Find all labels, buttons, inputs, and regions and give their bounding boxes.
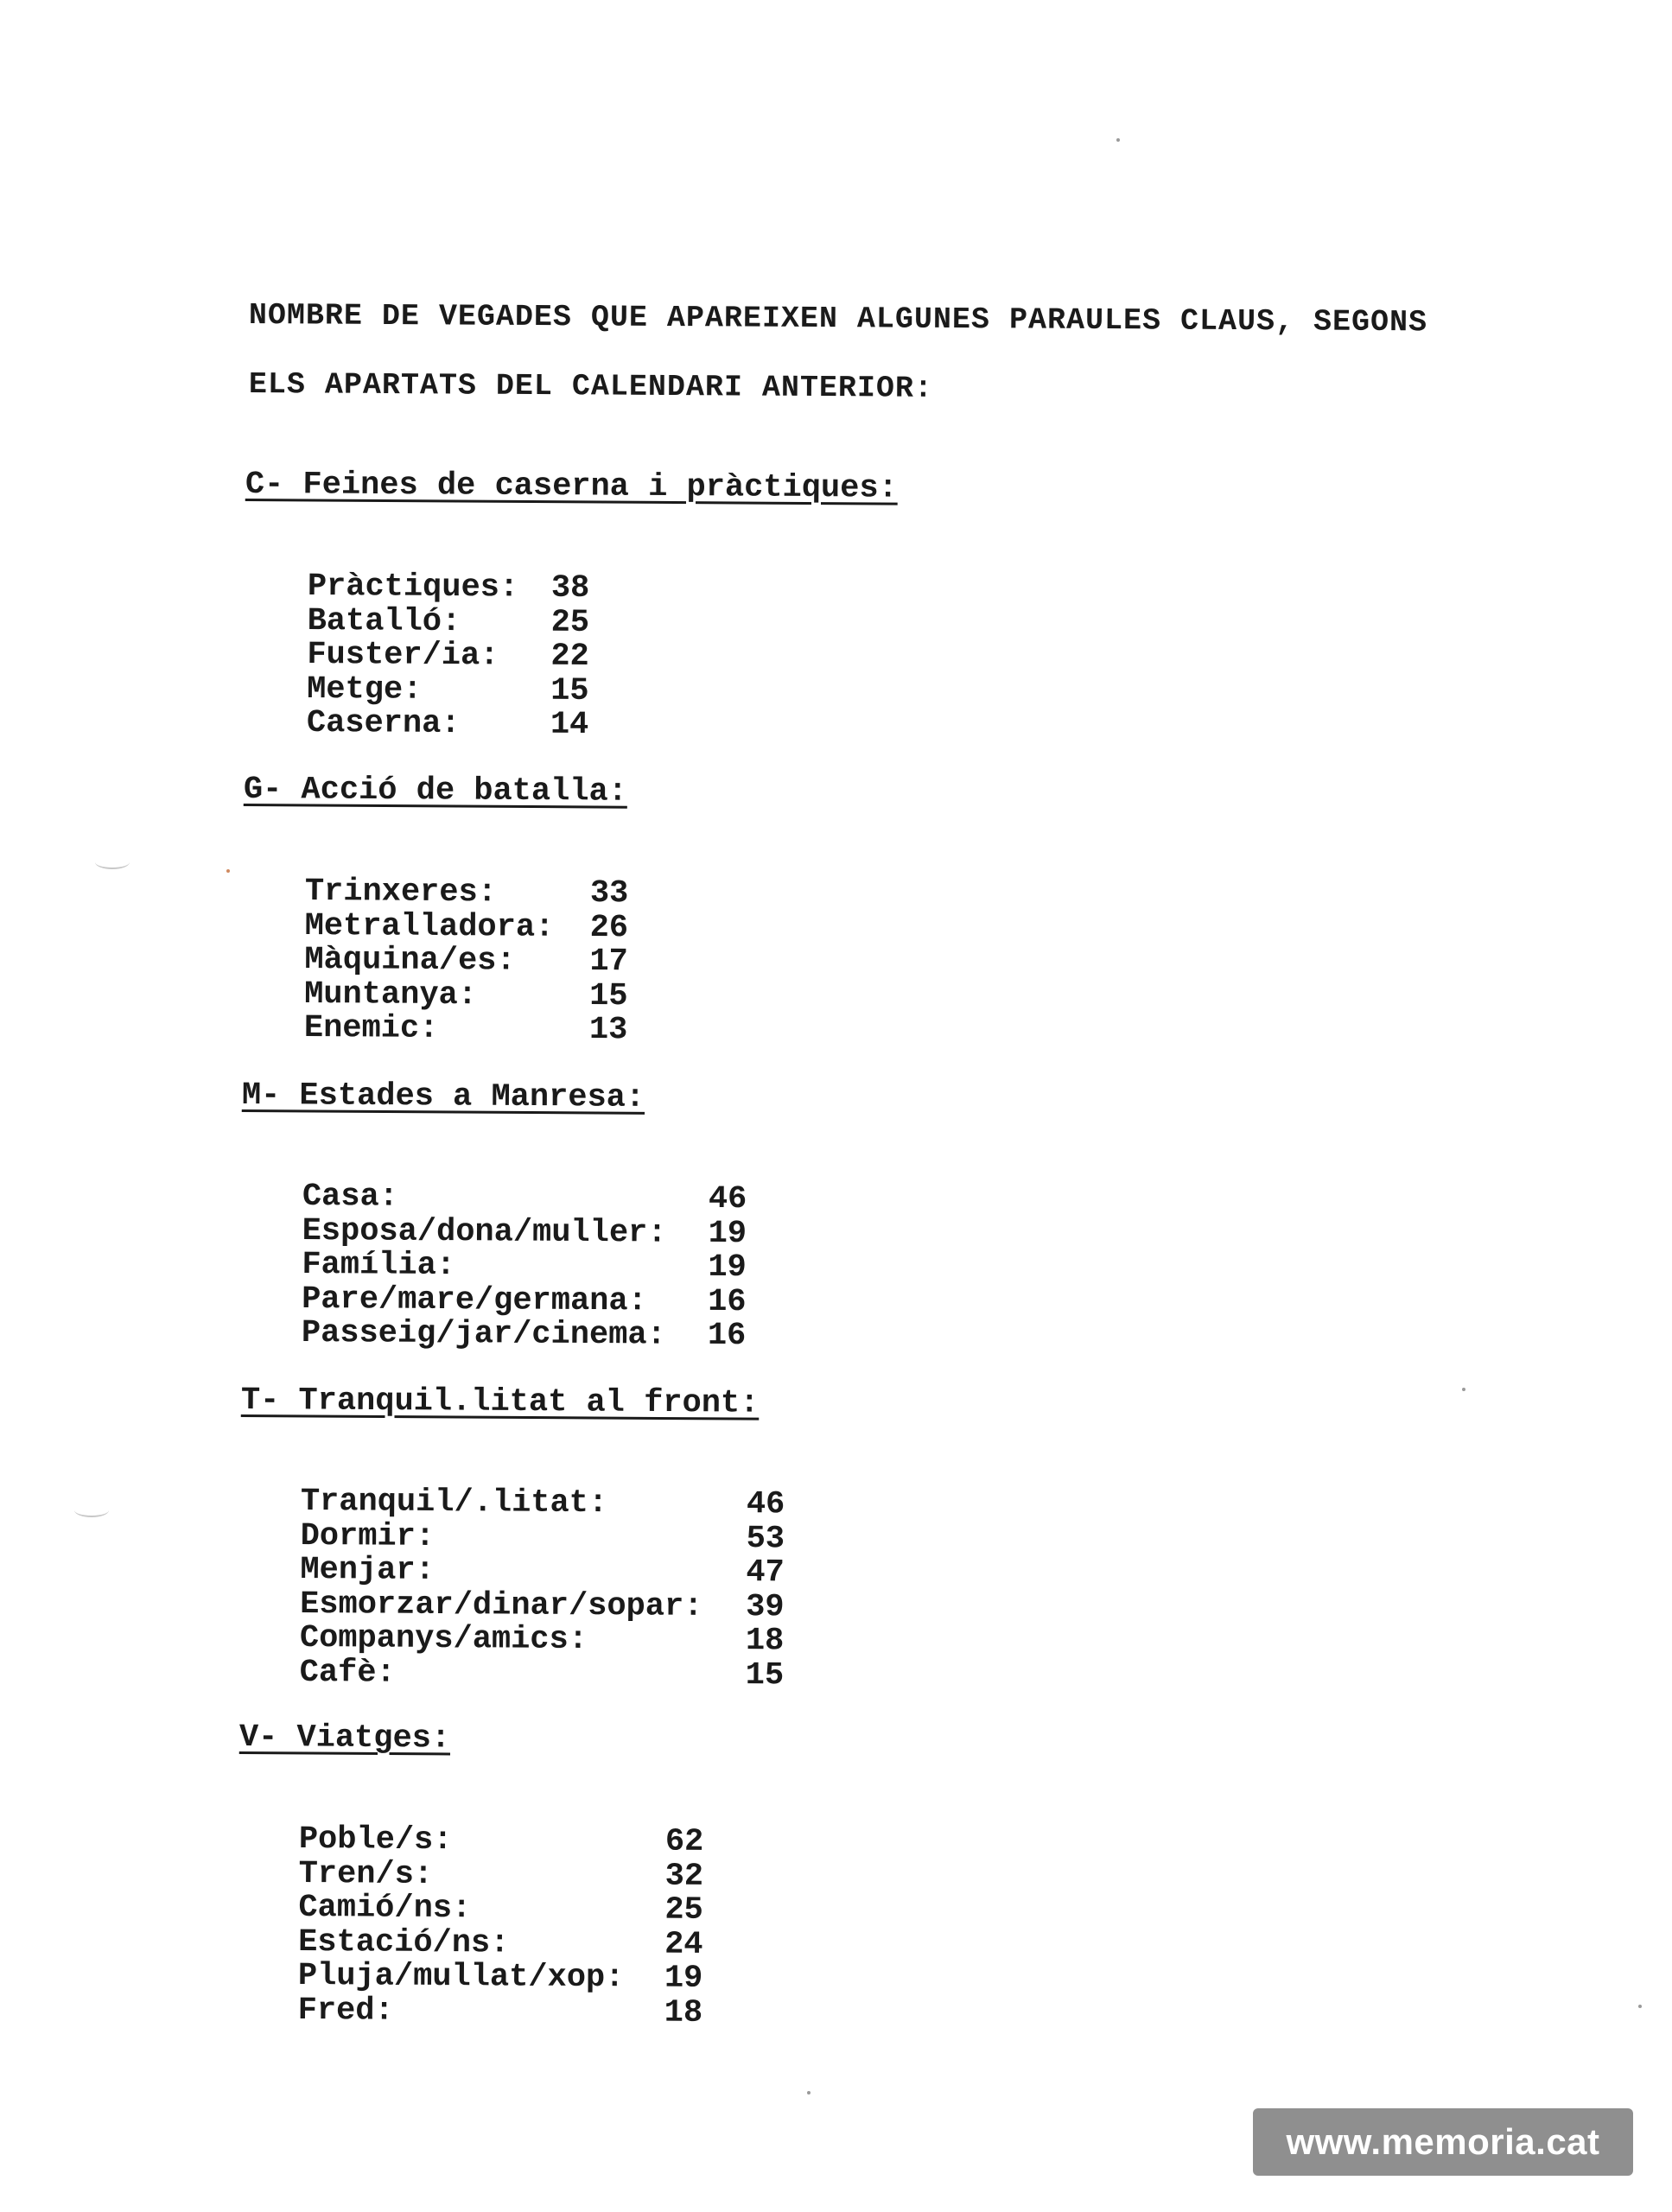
section-title-v: V- Viatges:: [238, 1719, 451, 1758]
list-item: [300, 1656, 785, 1693]
list-item: [297, 1957, 703, 1997]
list-item: [304, 977, 628, 1014]
list-item: [307, 636, 589, 675]
entry-term: Tranquil/.litat:: [300, 1484, 608, 1522]
entry-term: Casa:: [302, 1179, 399, 1216]
list-item: [298, 1993, 703, 2030]
entry-count: 19: [708, 1215, 747, 1252]
list-item: [298, 1925, 703, 1961]
list-item: [303, 1009, 628, 1049]
section-title-m: M- Estades a Manresa:: [241, 1077, 645, 1116]
entry-term: Fred:: [297, 1992, 394, 2030]
entry-term: Passeig/jar/cinema:: [301, 1314, 666, 1354]
entry-term: Caserna:: [306, 704, 461, 743]
entry-term: Pluja/mullat/xop:: [297, 1957, 625, 1997]
list-item: [307, 672, 589, 708]
watermark-badge: [1253, 2108, 1633, 2176]
watermark-text: www.memoria.cat: [1286, 2121, 1600, 2162]
entry-count: 19: [664, 1960, 703, 1997]
entry-term: Pràctiques:: [307, 569, 519, 607]
entry-term: Família:: [302, 1246, 456, 1285]
entry-term: Companys/amics:: [299, 1619, 588, 1659]
entry-term: Enemic:: [303, 1009, 439, 1047]
scan-artifact: [74, 1503, 109, 1517]
entry-count: 25: [664, 1891, 703, 1929]
list-item: [299, 1619, 785, 1660]
entry-count: 26: [589, 909, 629, 946]
entry-count: 53: [746, 1520, 785, 1557]
entry-term: Trinxeres:: [304, 874, 498, 912]
list-item: [305, 875, 629, 912]
section-entries-v: [298, 1823, 704, 2031]
entry-term: Muntanya:: [304, 976, 478, 1014]
entry-term: Esposa/dona/muller:: [302, 1212, 667, 1252]
list-item: [299, 1823, 704, 1859]
section-entries-m: [302, 1180, 747, 1354]
entry-count: 62: [664, 1823, 704, 1860]
entry-term: Màquina/es:: [304, 941, 516, 980]
entry-term: Dormir:: [300, 1517, 435, 1555]
scan-speck: [226, 869, 230, 873]
entry-count: 25: [550, 604, 590, 641]
entry-count: 33: [589, 875, 629, 912]
entry-count: 32: [664, 1858, 704, 1895]
entry-term: Batalló:: [307, 602, 461, 640]
list-item: [306, 704, 589, 743]
entry-term: Metralladora:: [304, 907, 555, 946]
section-entries-c: [307, 570, 590, 742]
entry-count: 14: [550, 706, 589, 743]
entry-count: 46: [708, 1180, 747, 1218]
section-entries-g: [304, 875, 629, 1048]
list-item: [300, 1551, 785, 1592]
list-item: [298, 1891, 703, 1928]
entry-term: Pare/mare/germana:: [302, 1281, 647, 1319]
entry-term: Tren/s:: [298, 1855, 434, 1893]
list-item: [301, 1519, 785, 1556]
list-item: [305, 909, 629, 945]
section-title-g: G- Acció de batalla:: [243, 772, 628, 810]
entry-count: 22: [550, 638, 589, 675]
entry-count: 38: [550, 569, 590, 607]
entry-term: Metge:: [307, 671, 423, 709]
entry-count: 18: [745, 1623, 785, 1660]
list-item: [308, 604, 590, 639]
entry-count: 47: [746, 1554, 785, 1592]
section-title-c: C- Feines de caserna i pràctiques:: [245, 467, 898, 507]
entry-count: 17: [589, 944, 628, 981]
list-item: [308, 570, 590, 606]
list-item: [302, 1180, 747, 1217]
entry-term: Camió/ns:: [298, 1889, 472, 1928]
entry-count: 19: [708, 1249, 747, 1287]
list-item: [302, 1282, 747, 1319]
list-item: [304, 941, 628, 981]
list-item: [302, 1246, 747, 1287]
entry-count: 16: [707, 1317, 747, 1355]
scan-speck: [1638, 2005, 1642, 2008]
entry-count: 16: [708, 1283, 747, 1320]
list-item: [300, 1587, 785, 1624]
entry-count: 15: [745, 1656, 785, 1694]
entry-count: 24: [664, 1926, 703, 1963]
entry-term: Poble/s:: [298, 1821, 453, 1859]
document-heading-line-1: NOMBRE DE VEGADES QUE APAREIXEN ALGUNES PARAULES CLAUS, SEGONS: [248, 298, 1428, 340]
scan-speck: [1462, 1388, 1465, 1391]
section-title-t: T- Tranquil.litat al front:: [240, 1382, 760, 1422]
entry-term: Cafè:: [299, 1654, 396, 1692]
list-item: [301, 1314, 747, 1355]
scan-artifact: [95, 855, 130, 869]
list-item: [302, 1214, 747, 1251]
section-entries-t: [300, 1485, 785, 1693]
list-item: [301, 1485, 785, 1522]
list-item: [299, 1857, 704, 1893]
entry-term: Fuster/ia:: [307, 636, 499, 675]
scan-speck: [807, 2091, 811, 2094]
scan-speck: [1116, 138, 1120, 142]
entry-term: Esmorzar/dinar/sopar:: [300, 1586, 703, 1625]
entry-count: 13: [588, 1012, 628, 1049]
entry-count: 18: [664, 1994, 703, 2031]
entry-term: Menjar:: [300, 1551, 435, 1589]
entry-count: 46: [746, 1486, 785, 1523]
entry-term: Estació/ns:: [298, 1923, 510, 1961]
entry-count: 15: [589, 977, 628, 1014]
entry-count: 39: [746, 1588, 785, 1625]
document-heading-line-2: ELS APARTATS DEL CALENDARI ANTERIOR:: [248, 367, 934, 406]
entry-count: 15: [550, 672, 589, 709]
